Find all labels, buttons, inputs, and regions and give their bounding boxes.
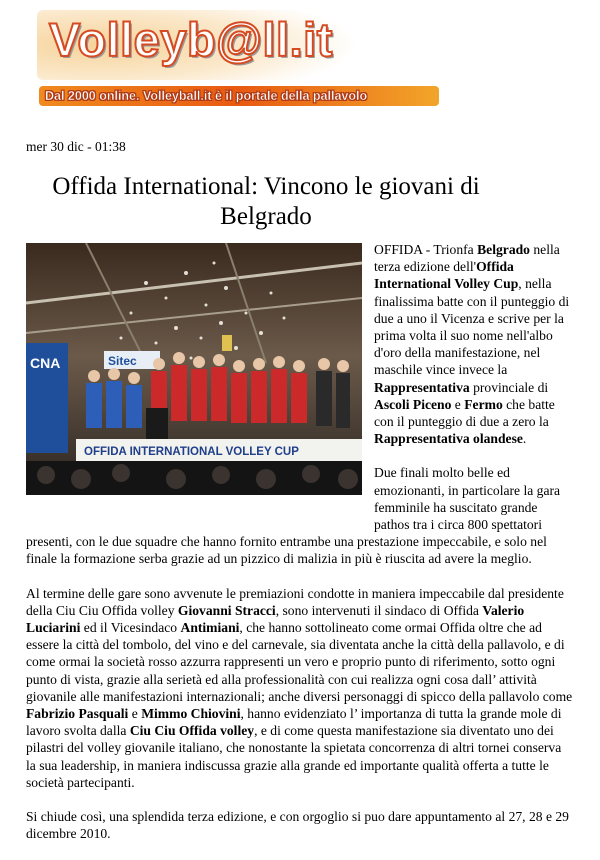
logo-tagline: Dal 2000 online. Volleyball.it è il portale della pallavolo xyxy=(45,89,368,103)
text-run: , sono intervenuti il sindaco di Offida xyxy=(275,602,483,618)
text-run: , e di come questa manifestazione sia diventato uno dei pilastri del volley giovanile italiano, che nonostante la spietata concorrenza di altri tornei conserva la sua leadership, in maniera indiscussa grazie alla grande ed importante qualità offerta a tutte le società partecipanti. xyxy=(26,723,562,790)
bold-text: Rappresentativa xyxy=(374,379,470,395)
article-title: Offida International: Vincono le giovani di Belgrado xyxy=(52,173,480,230)
text-run: Due finali molto belle ed emozionanti, in particolare la gara femminile ha suscitato grande pathos tra i circa 800 spettatori presenti, con le due squadre che hanno fornito entrambe una prestazione impeccabile, e solo nel finale la formazione serba grazie ad un pizzico di malizia in più è riuscita ad avere la meglio. xyxy=(26,465,561,567)
site-logo[interactable] xyxy=(37,6,457,106)
photo-banner-text: OFFIDA INTERNATIONAL VOLLEY CUP xyxy=(84,446,299,458)
text-run: e xyxy=(128,706,142,722)
text-run: Si chiude così, una splendida terza edizione, e con orgoglio si puo dare appuntamento al 27, 28 e 29 dicembre 2010. xyxy=(26,809,569,842)
text-run: , hanno evidenziato l’ importanza di tutta la grande mole di lavoro svolta dalla xyxy=(26,706,562,739)
text-run: Al termine delle gare sono avvenute le premiazioni condotte in maniera impeccabile dal presidente della Ciu Ciu Offida volley xyxy=(26,585,564,618)
text-run: e xyxy=(451,396,465,412)
photo-float-spacer xyxy=(26,241,374,518)
article-body xyxy=(26,241,574,860)
bold-text: Mimmo Chiovini xyxy=(141,706,241,722)
text-run: . xyxy=(522,431,527,447)
text-run: , nella finalissima batte con il punteggio di due a uno il Vicenza e scrive per la prima volta il suo nome nell'albo d'oro della manifestazione, nel maschile vince invece la xyxy=(374,276,570,378)
text-run: ed il Vicesindaco xyxy=(80,620,181,636)
bold-text: Giovanni Stracci xyxy=(177,602,276,618)
bold-text: Belgrado xyxy=(477,242,530,257)
text-run: che batte con il punteggio di due a zero la xyxy=(374,396,555,430)
bold-text: Fabrizio Pasquali xyxy=(26,706,129,722)
bold-text: Ciu Ciu Offida volley xyxy=(129,723,255,739)
bold-text: Fermo xyxy=(464,396,503,412)
article-paragraph-3 xyxy=(26,585,574,791)
article-date: mer 30 dic - 01:38 xyxy=(26,139,126,154)
photo-board-text: CNA xyxy=(30,355,61,371)
text-run: OFFIDA - Trionfa xyxy=(374,242,478,257)
logo-wordmark: Volleyb@ll.it xyxy=(49,13,333,66)
bold-text: Antimiani xyxy=(180,620,240,636)
bold-text: Offida International Volley Cup xyxy=(374,259,519,292)
photo-sponsor-text: Sitec xyxy=(108,354,137,368)
article-paragraph-4 xyxy=(26,808,574,842)
bold-text: Rappresentativa olandese xyxy=(374,431,523,447)
text-run: provinciale di xyxy=(469,379,549,395)
bold-text: Ascoli Piceno xyxy=(374,396,452,412)
text-run: nella terza edizione dell' xyxy=(374,242,560,275)
text-run: , che hanno sottolineato come ormai Offida oltre che ad essere la città del tombolo, del vino e del carnevale, sia diventata anche la città della pallavolo, e di come ormai la società rosso azzurra rappresenti un vero e proprio punto di riferimento, sotto ogni punto di vista, grazie alla serietà ed alla professionalità con cui realizza ogni cosa dall’ attività giovanile alle manifestazioni internazionali; anche diversi personaggi di spicco della pallavolo come xyxy=(26,620,573,704)
bold-text: Valerio Luciarini xyxy=(26,602,525,636)
